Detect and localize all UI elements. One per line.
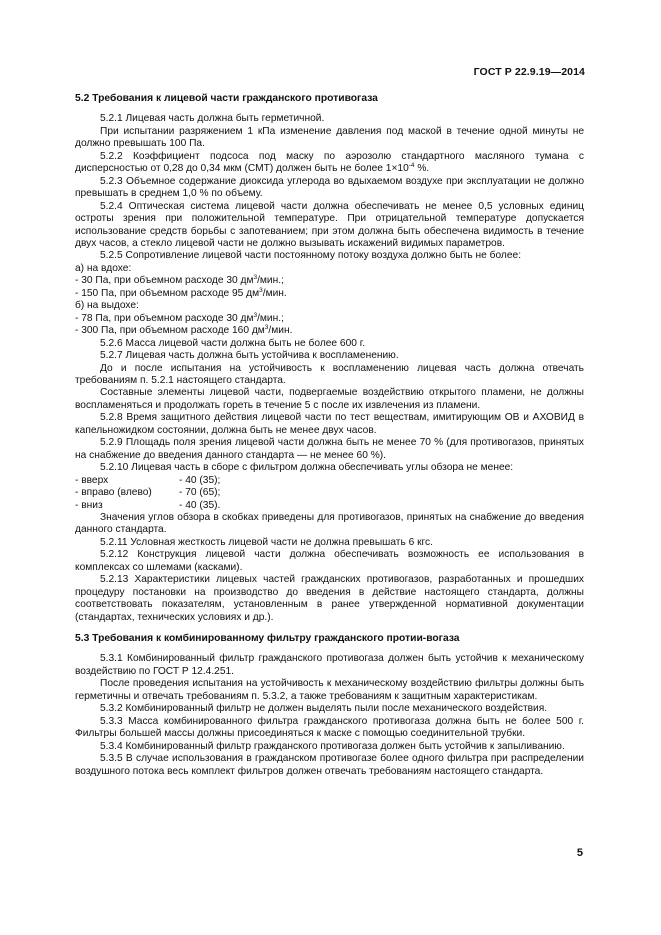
angle-direction: - вправо (влево) <box>75 487 152 499</box>
clause-5-2-9: 5.2.9 Площадь поля зрения лицевой части должна быть не менее 70 % (для противогазов, принятых на снабжение до введения данного стандарта — не менее 60 %). <box>75 437 584 461</box>
clause-5-3-5: 5.3.5 В случае использования в гражданском противогазе более одного фильтра при распределении воздушного потока весь комплект фильтров должен отвечать требованиям настоящего стандарта. <box>75 753 584 777</box>
clause-5-2-7-text: До и после испытания на устойчивость к воспламенению лицевая часть должна отвечать требованиям п. 5.2.1 настоящего стандарта. <box>75 362 584 386</box>
clause-5-2-7: 5.2.7 Лицевая часть должна быть устойчива к воспламенению. <box>100 350 399 362</box>
angle-row-side <box>75 487 584 499</box>
clause-5-3-1: 5.3.1 Комбинированный фильтр гражданского противогаза должен быть устойчив к механическому воздействию по ГОСТ Р 12.4.251. <box>75 653 584 677</box>
document-code: ГОСТ Р 22.9.19—2014 <box>473 66 585 78</box>
exhale-item-2-unit: /мин. <box>268 325 293 337</box>
clause-5-3-4: 5.3.4 Комбинированный фильтр гражданского противогаза должен быть устойчив к запыливанию. <box>100 740 565 752</box>
clause-5-2-6: 5.2.6 Масса лицевой части должна быть не более 600 г. <box>100 337 366 349</box>
angle-value: - 40 (35); <box>179 474 221 486</box>
clause-5-2-7-flame: Составные элементы лицевой части, подвергаемые воздействию открытого пламени, не должны воспламеняться и продолжать гореть в течение 5 с после их извлечения из пламени. <box>75 387 584 411</box>
page-number: 5 <box>576 847 583 859</box>
cube-exponent: 3 <box>259 286 263 294</box>
clause-5-2-2-text: 5.2.2 Коэффициент подсоса под маску по аэрозолю стандартного масляного тумана с дисперсностью от 0,28 до 0,34 мкм (СМТ) должен быть не более 1×10 <box>75 150 584 175</box>
inhale-item-2 <box>75 288 584 300</box>
angle-direction: - вниз <box>75 499 103 511</box>
clause-5-3-3: 5.3.3 Масса комбинированного фильтра гражданского противогаза должна быть не более 500 г. Фильтры большей массы должны присоединяться к маске с помощью соединительной трубки. <box>75 715 584 740</box>
exhale-label: б) на выдохе: <box>75 300 139 312</box>
clause-5-2-12: 5.2.12 Конструкция лицевой части должна обеспечивать возможность ее использования в комплексах со шлемами (касками). <box>75 549 584 573</box>
clause-5-2-13: 5.2.13 Характеристики лицевых частей гражданских противогазов, разработанных и прошедших процедуру постановки на производство до введения в действие настоящего стандарта, должны соответствовать показателям, установленным в ранее утвержденной нормативной документации (стандартах, технических условиях и др.). <box>75 574 584 623</box>
clause-5-2-2-unit: %. <box>414 163 430 175</box>
clause-5-2-8: 5.2.8 Время защитного действия лицевой части по тест веществам, имитирующим ОВ и АХОВИД в капельножидком состоянии, должна быть не менее двух часов. <box>75 412 584 436</box>
clause-5-2-4: 5.2.4 Оптическая система лицевой части должна обеспечивать не менее 0,5 условных единиц остроты зрения при положительной температуре. При отрицательной температуре допускается использование средств борьбы с запотеванием; при этом должна быть обеспечена видимость в течение двух часов, а стекло лицевой части не должно вызывать искажений видимых параметров. <box>75 200 584 249</box>
exhale-item-1 <box>75 313 584 325</box>
clause-5-2-1: 5.2.1 Лицевая часть должна быть герметичной. <box>100 113 325 125</box>
angle-direction: - вверх <box>75 474 109 486</box>
inhale-label: а) на вдохе: <box>75 262 132 274</box>
exhale-item-2-text: - 300 Па, при объемном расходе 160 дм <box>75 325 265 337</box>
exhale-item-1-unit: /мин.; <box>257 312 284 324</box>
inhale-item-1-text: - 30 Па, при объемном расходе 30 дм <box>75 275 254 287</box>
clause-5-2-10-note: Значения углов обзора в скобках приведены для противогазов, принятых на снабжение до введения данного стандарта. <box>75 511 584 536</box>
inhale-item-1 <box>75 275 584 287</box>
clause-5-2-11: 5.2.11 Условная жесткость лицевой части не должна превышать 6 кгс. <box>100 536 433 548</box>
section-5-3-title: 5.3 Требования к комбинированному фильтру гражданского протии-вогаза <box>75 633 460 645</box>
cube-exponent: 3 <box>264 324 269 332</box>
angle-row-down <box>75 500 584 512</box>
angle-value: - 40 (35). <box>179 499 221 511</box>
clause-5-2-2 <box>75 151 584 176</box>
clause-5-2-10: 5.2.10 Лицевая часть в сборе с фильтром должна обеспечивать углы обзора не менее: <box>100 462 514 474</box>
inhale-item-1-unit: /мин.; <box>257 275 284 287</box>
angle-row-up <box>75 475 584 487</box>
cube-exponent: 3 <box>253 274 258 282</box>
exhale-item-2 <box>75 325 584 337</box>
angle-value: - 70 (65); <box>179 487 221 499</box>
inhale-item-2-unit: /мин. <box>262 287 287 299</box>
cube-exponent: 3 <box>253 311 258 319</box>
section-5-2-title: 5.2 Требования к лицевой части гражданского противогаза <box>75 93 378 104</box>
clause-5-3-1-text: После проведения испытания на устойчивость к механическому воздействию фильтры должны быть герметичны и отвечать требованиям п. 5.3.2, а также требованиям к защитным характеристикам. <box>75 678 584 702</box>
clause-5-2-1-text: При испытании разряжением 1 кПа изменение давления под маской в течение одной минуты не должно превышать 100 Па. <box>75 125 584 150</box>
exponent: -4 <box>408 162 415 170</box>
document-body <box>75 93 584 778</box>
inhale-item-2-text: - 150 Па, при объемном расходе 95 дм <box>75 287 260 299</box>
exhale-item-1-text: - 78 Па, при объемном расходе 30 дм <box>75 312 254 324</box>
clause-5-3-2: 5.3.2 Комбинированный фильтр не должен выделять пыли после механического воздействия. <box>100 703 548 715</box>
clause-5-2-5: 5.2.5 Сопротивление лицевой части постоянному потоку воздуха должно быть не более: <box>100 250 522 262</box>
clause-5-2-3: 5.2.3 Объемное содержание диоксида углерода во вдыхаемом воздухе при эксплуатации не должно превышать в среднем 1,0 % по объему. <box>75 175 584 200</box>
